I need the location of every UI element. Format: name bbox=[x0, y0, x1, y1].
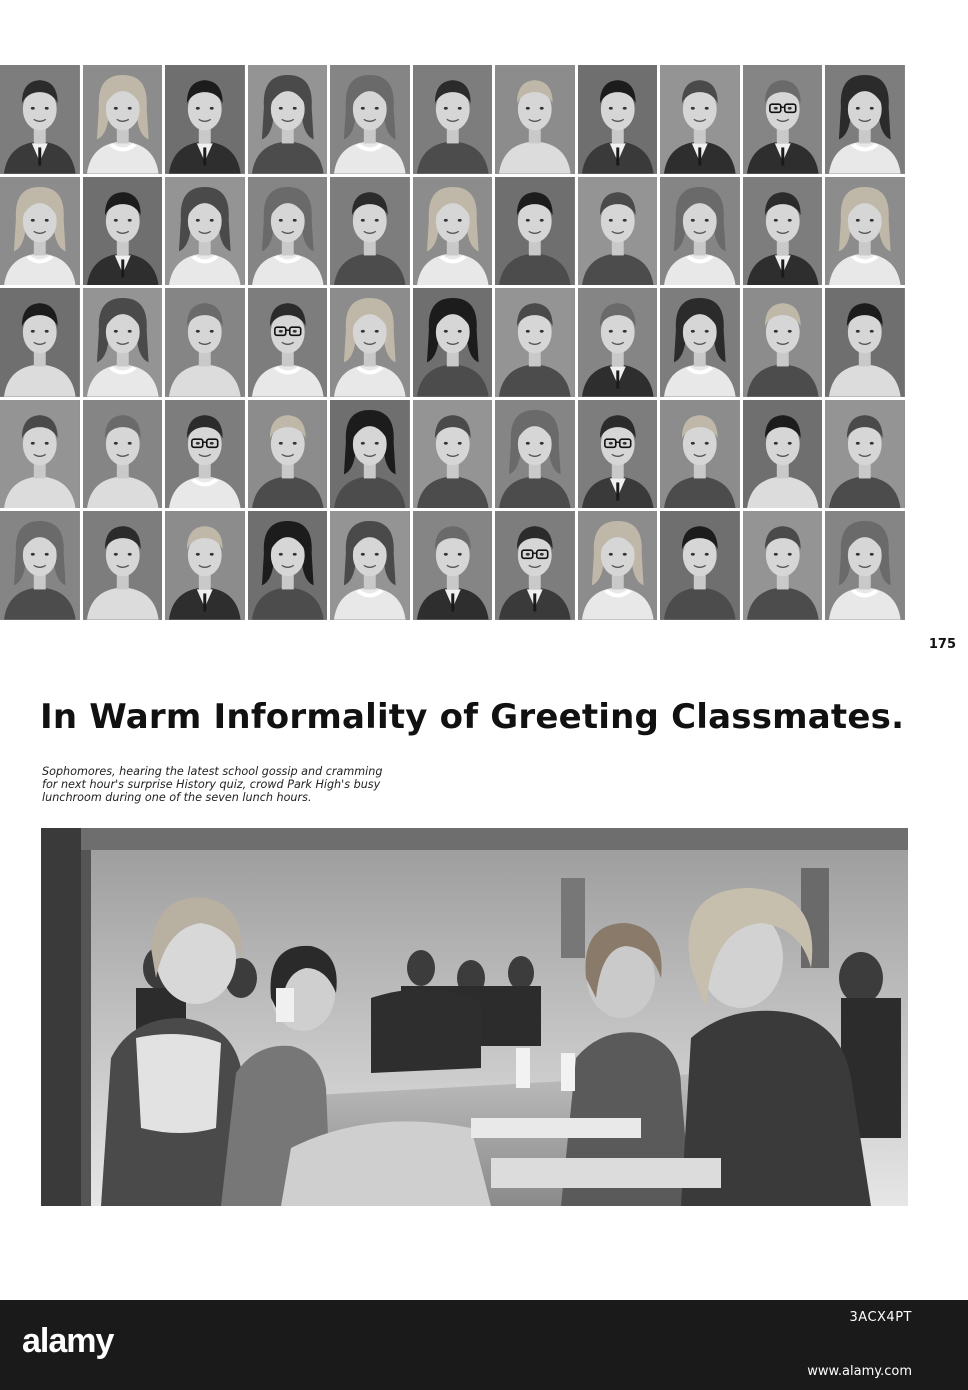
watermark-url: www.alamy.com bbox=[807, 1364, 912, 1379]
page-number: 175 bbox=[928, 637, 956, 652]
student-portrait bbox=[248, 288, 328, 397]
student-portrait bbox=[743, 65, 823, 174]
student-portrait bbox=[248, 400, 328, 509]
student-portrait bbox=[660, 511, 740, 620]
photo-caption bbox=[42, 765, 482, 804]
student-portrait bbox=[578, 65, 658, 174]
student-portrait bbox=[660, 288, 740, 397]
student-portrait bbox=[165, 400, 245, 509]
student-portrait bbox=[743, 511, 823, 620]
student-portrait bbox=[83, 288, 163, 397]
student-portrait bbox=[330, 65, 410, 174]
student-portrait bbox=[0, 65, 80, 174]
student-portrait bbox=[578, 511, 658, 620]
student-portrait bbox=[330, 288, 410, 397]
lunchroom-photo bbox=[41, 828, 908, 1206]
student-portrait bbox=[413, 288, 493, 397]
student-portrait bbox=[413, 65, 493, 174]
caption-line: for next hour's surprise History quiz, crowd Park High's busy bbox=[42, 778, 381, 791]
student-portrait bbox=[165, 288, 245, 397]
portrait-grid bbox=[0, 65, 905, 620]
student-portrait bbox=[660, 65, 740, 174]
student-portrait bbox=[743, 400, 823, 509]
lunchroom-scene bbox=[41, 828, 908, 1206]
student-portrait bbox=[495, 400, 575, 509]
student-portrait bbox=[83, 65, 163, 174]
student-portrait bbox=[578, 288, 658, 397]
student-portrait bbox=[825, 177, 905, 286]
student-portrait bbox=[165, 177, 245, 286]
student-portrait bbox=[413, 177, 493, 286]
student-portrait bbox=[330, 177, 410, 286]
student-portrait bbox=[0, 177, 80, 286]
watermark-logo: alamy bbox=[22, 1322, 114, 1360]
watermark-bar bbox=[0, 1300, 968, 1390]
student-portrait bbox=[825, 288, 905, 397]
student-portrait bbox=[743, 288, 823, 397]
caption-line: Sophomores, hearing the latest school gossip and cramming bbox=[42, 765, 383, 778]
student-portrait bbox=[330, 400, 410, 509]
student-portrait bbox=[660, 177, 740, 286]
student-portrait bbox=[495, 511, 575, 620]
student-portrait bbox=[248, 177, 328, 286]
student-portrait bbox=[83, 400, 163, 509]
student-portrait bbox=[248, 511, 328, 620]
student-portrait bbox=[0, 400, 80, 509]
student-portrait bbox=[825, 511, 905, 620]
student-portrait bbox=[165, 65, 245, 174]
student-portrait bbox=[495, 65, 575, 174]
student-portrait bbox=[330, 511, 410, 620]
student-portrait bbox=[0, 288, 80, 397]
student-portrait bbox=[83, 511, 163, 620]
watermark-image-id: 3ACX4PT bbox=[849, 1310, 912, 1325]
headline: In Warm Informality of Greeting Classmates. bbox=[40, 697, 905, 737]
student-portrait bbox=[660, 400, 740, 509]
student-portrait bbox=[578, 400, 658, 509]
student-portrait bbox=[0, 511, 80, 620]
student-portrait bbox=[578, 177, 658, 286]
student-portrait bbox=[165, 511, 245, 620]
student-portrait bbox=[248, 65, 328, 174]
student-portrait bbox=[413, 400, 493, 509]
student-portrait bbox=[413, 511, 493, 620]
student-portrait bbox=[495, 177, 575, 286]
caption-line: lunchroom during one of the seven lunch hours. bbox=[42, 791, 312, 804]
student-portrait bbox=[825, 65, 905, 174]
student-portrait bbox=[743, 177, 823, 286]
student-portrait bbox=[495, 288, 575, 397]
student-portrait bbox=[825, 400, 905, 509]
student-portrait bbox=[83, 177, 163, 286]
